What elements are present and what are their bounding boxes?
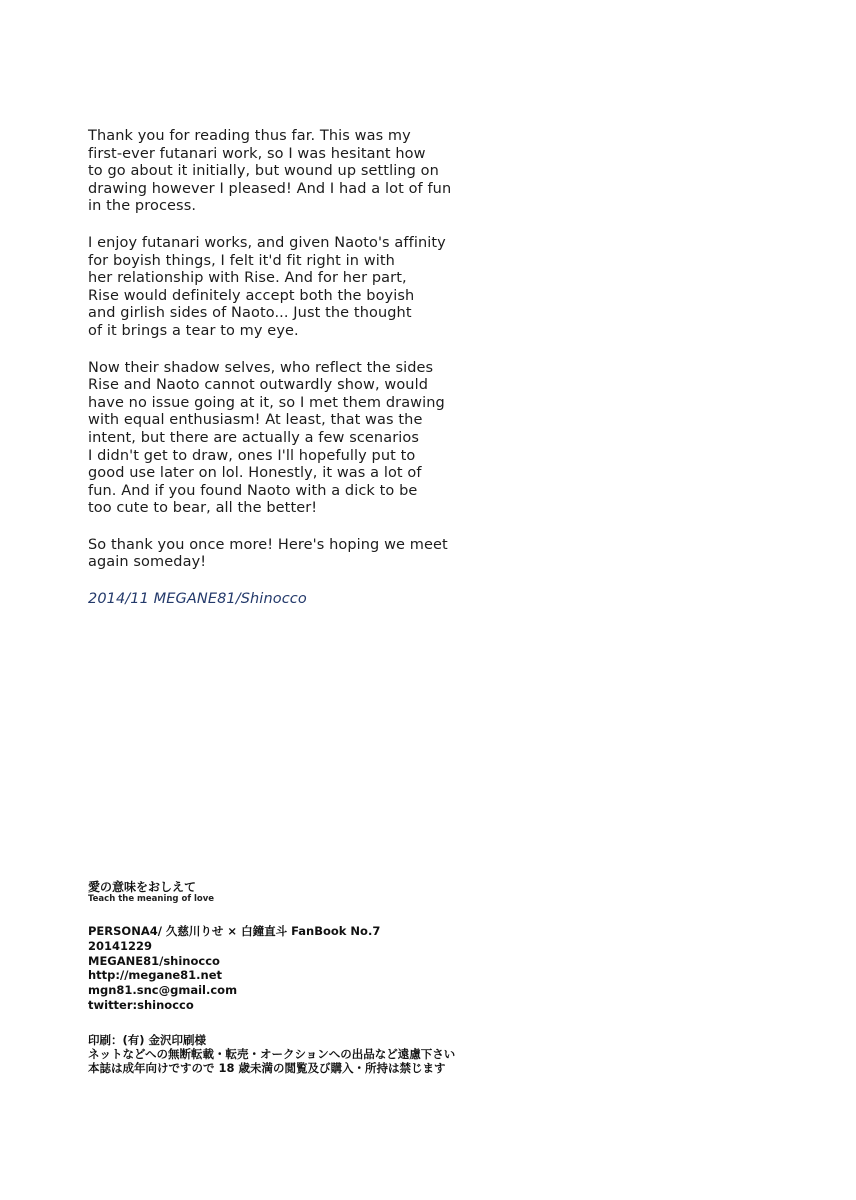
printer-notice <box>88 1033 455 1076</box>
afterword-paragraph-3: Now their shadow selves, who reflect the sides Rise and Naoto cannot outwardly show, would have no issue going at it, so I met them drawing with equal enthusiasm! At least, that was the intent, but there are actually a few scenarios I didn't get to draw, ones I'll hopefully put to good use later on lol. Honestly, it was a lot of fun. And if you found Naoto with a dick to be too cute to bear, all the better! <box>88 359 445 517</box>
circle-name-line: MEGANE81/shinocco <box>88 953 220 968</box>
afterword-paragraph-1: Thank you for reading thus far. This was my first-ever futanari work, so I was hesitant how to go about it initially, but wound up settling on drawing however I pleased! And I had a lot of fun in the process. <box>88 128 452 215</box>
afterword-paragraph-4: So thank you once more! Here's hoping we meet again someday! <box>88 536 448 571</box>
publication-date-line: 20141229 <box>88 938 153 953</box>
twitter-line: twitter:shinocco <box>88 997 194 1012</box>
afterword-signature: 2014/11 MEGANE81/Shinocco <box>88 591 307 608</box>
afterword-paragraph-2: I enjoy futanari works, and given Naoto's affinity for boyish things, I felt it'd fit right in with her relationship with Rise. And for her part, Rise would definitely accept both the boyish and girlish sides of Naoto... Just the thought of it brings a tear to my eye. <box>88 234 446 339</box>
book-title-japanese: 愛の意味をおしえて <box>88 880 197 894</box>
email-line: mgn81.snc@gmail.com <box>88 983 238 998</box>
afterword <box>88 128 478 609</box>
age-restriction-line: 本誌は成年向けですので 18 歳未満の閲覧及び購入・所持は禁じます <box>88 1061 446 1076</box>
website-line: http://megane81.net <box>88 968 223 983</box>
publication-series-line: PERSONA4/ 久慈川りせ × 白鐘直斗 FanBook No.7 <box>88 924 381 938</box>
reproduction-notice-line: ネットなどへの無断転載・転売・オークションへの出品など遠慮下さい <box>88 1046 456 1061</box>
printer-line: 印刷：(有) 金沢印刷様 <box>88 1032 207 1047</box>
book-title-english: Teach the meaning of love <box>88 894 215 904</box>
colophon <box>88 880 455 1075</box>
publication-info <box>88 924 455 1013</box>
